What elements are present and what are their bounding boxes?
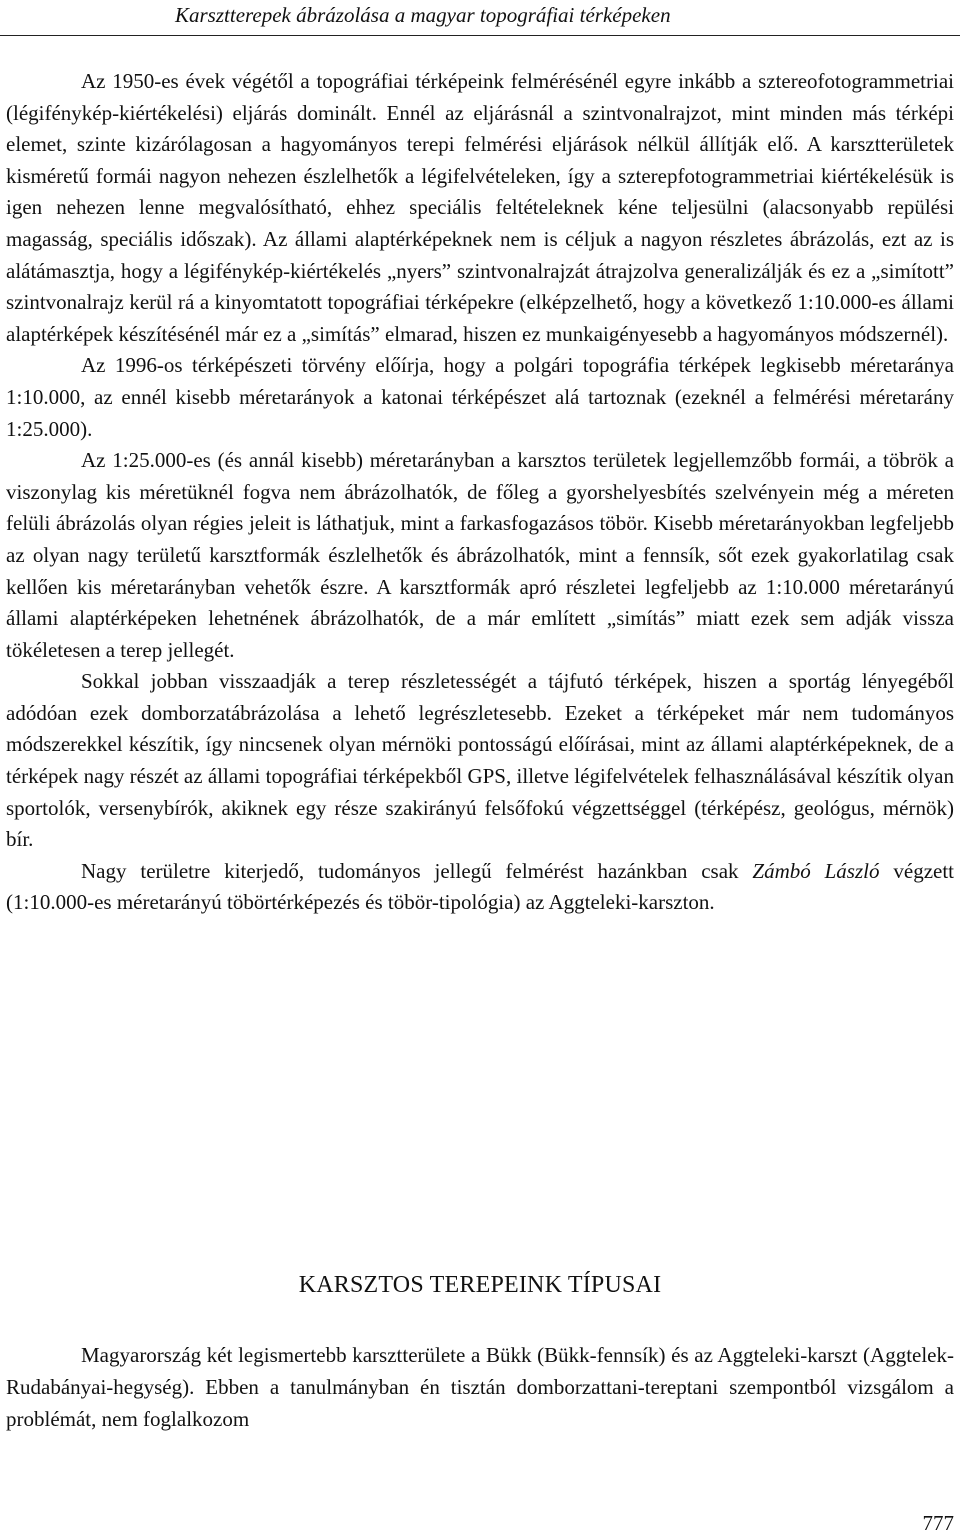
paragraph-text: Nagy területre kiterjedő, tudományos jellegű felmérést hazánkban csak	[81, 858, 753, 883]
paragraph-text: végzett (1:10.000-es méretarányú töbörtérképezés és töbör-tipológia) az Aggteleki-karszton.	[6, 858, 955, 915]
page-number: 777	[922, 1511, 954, 1535]
section-text	[6, 1339, 954, 1435]
paragraph	[6, 856, 954, 919]
paragraph: Magyarország két legismertebb karsztterülete a Bükk (Bükk-fennsík) és az Aggteleki-karszt (Aggtelek-Rudabányai-hegység). Ebben a tanulmányban én tisztán domborzattani-tereptani szempontból vizsgálom a problémát, nem foglalkozom	[6, 1343, 954, 1431]
paragraph: Az 1:25.000-es (és annál kisebb) méretarányban a karsztos területek legjellemzőbb formái, a töbrök a viszonylag kis méretüknél fogva nem ábrázolhatók, de főleg a gyorshelyesbítés szelvényein még a méreten felüli ábrázolás olyan régies jeleit is láthatjuk, mint a farkasfogazásos töbör. Kisebb méretarányokban legfeljebb az olyan nagy területű karsztformák észlelhetők és ábrázolhatók, mint a fennsík, sőt ezek gyakorlatilag csak kellően kis méretarányban vehetők észre. A karsztformák apró részletei legfeljebb az 1:10.000 méretarányú állami alaptérképeken lehetnének ábrázolhatók, de a már említett „simítás” miatt ezek sem adják vissza tökéletesen a terep jellegét.	[6, 448, 954, 662]
paragraph: Sokkal jobban visszaadják a terep részletességét a tájfutó térképek, hiszen a sportág lényegéből adódóan ezek domborzatábrázolása a lehető legrészletesebb. Ezeket a térképeket már nem tudományos módszerekkel készítik, így nincsenek olyan mérnöki pontosságú előírásai, mint az állami alaptérképeknek, de a térképek nagy részét az állami topográfiai térképekből GPS, illetve légifelvételek felhasználásával készítik olyan sportolók, versenybírók, akiknek egy része szakirányú felsőfokú végzettséggel (térképész, geológus, mérnök) bír.	[6, 669, 954, 852]
body-text	[6, 66, 954, 919]
author-name: Zámbó László	[752, 858, 880, 883]
running-header: Karsztterepek ábrázolása a magyar topográfiai térképeken	[175, 3, 671, 27]
paragraph: Az 1950-es évek végétől a topográfiai térképeink felmérésénél egyre inkább a sztereofotogrammetriai (légifénykép-kiértékelési) eljárás dominált. Ennél az eljárásnál a szintvonalrajzot, mint minden más térképi elemet, szinte kizárólagosan a hagyományos terepi felmérési eljárások nélkül állítják elő. A karsztterületek kisméretű formái nagyon nehezen észlelhetők a légifelvételeken, így a szterepfotogrammetriai kiértékelésük is igen nehezen lenne megvalósítható, ehhez speciális feltételeknek kéne teljesülni (alacsonyabb repülési magasság, speciális időszak). Az állami alaptérképeknek nem is céljuk a nagyon részletes ábrázolás, ezt az is alátámasztja, hogy a légifénykép-kiértékelés „nyers” szintvonalrajzát átrajzolva generalizálják és ez a „simított” szintvonalrajz kerül rá a kinyomtatott topográfiai térképekre (elképzelhető, hogy a következő 1:10.000-es állami alaptérképek készítésénél már ez a „simítás” elmarad, hiszen ez munkaigényesebb a hagyományos módszernél).	[6, 69, 954, 346]
paragraph: Az 1996-os térképészeti törvény előírja, hogy a polgári topográfia térképek legkisebb méretaránya 1:10.000, az ennél kisebb méretarányok a katonai térképészet alá tartoznak (ezeknél a felmérési méretarány 1:25.000).	[6, 353, 954, 441]
header-rule	[0, 35, 960, 36]
section-heading: KARSZTOS TEREPEINK TÍPUSAI	[298, 1272, 662, 1298]
